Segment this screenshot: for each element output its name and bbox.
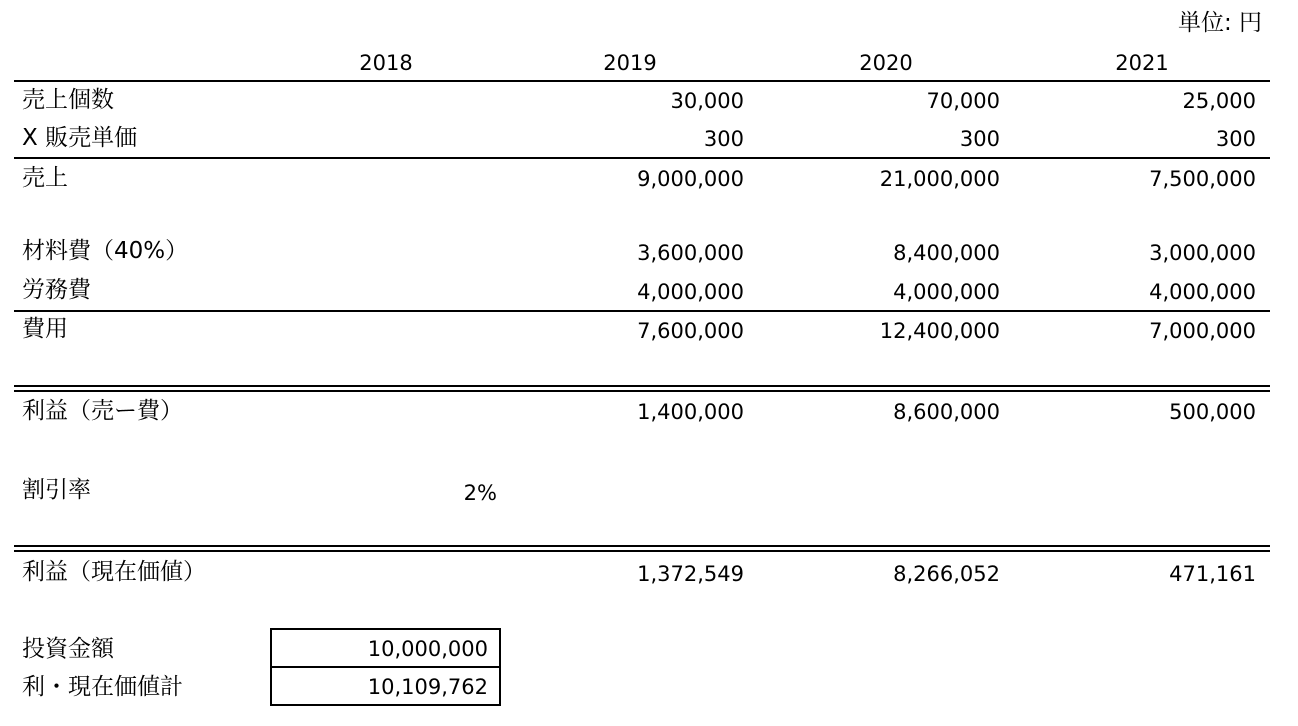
cell-unit-price-2019: 300 bbox=[703, 127, 744, 151]
cell-profit-2020: 8,600,000 bbox=[893, 400, 1000, 424]
row-label-profit: 利益（売ー費） bbox=[22, 398, 183, 424]
value-pv-total: 10,109,762 bbox=[367, 675, 488, 699]
year-header-2019: 2019 bbox=[603, 51, 657, 75]
profit-double-rule-top bbox=[14, 385, 1270, 387]
label-investment: 投資金額 bbox=[22, 636, 114, 662]
row-label-unit-price: X 販売単価 bbox=[22, 125, 138, 151]
cell-units-sold-2019: 30,000 bbox=[670, 89, 744, 113]
cell-labor-cost-2021: 4,000,000 bbox=[1149, 280, 1256, 304]
year-header-2020: 2020 bbox=[859, 51, 913, 75]
cell-sales-2020: 21,000,000 bbox=[879, 167, 1000, 191]
cell-profit-pv-2021: 471,161 bbox=[1169, 562, 1256, 586]
cell-sales-2019: 9,000,000 bbox=[637, 167, 744, 191]
cell-profit-2021: 500,000 bbox=[1169, 400, 1256, 424]
profit-double-rule-bottom bbox=[14, 390, 1270, 392]
cell-profit-pv-2019: 1,372,549 bbox=[637, 562, 744, 586]
cell-profit-2019: 1,400,000 bbox=[637, 400, 744, 424]
year-header-2018: 2018 bbox=[359, 51, 413, 75]
row-label-sales: 売上 bbox=[22, 165, 68, 191]
row-label-material-cost: 材料費（40%） bbox=[22, 238, 189, 264]
cell-expenses-2021: 7,000,000 bbox=[1149, 319, 1256, 343]
row-label-labor-cost: 労務費 bbox=[22, 277, 91, 303]
value-investment: 10,000,000 bbox=[367, 637, 488, 661]
label-pv-total: 利・現在価値計 bbox=[22, 674, 183, 700]
row-label-units-sold: 売上個数 bbox=[22, 87, 114, 113]
cell-labor-cost-2019: 4,000,000 bbox=[637, 280, 744, 304]
cell-labor-cost-2020: 4,000,000 bbox=[893, 280, 1000, 304]
cell-unit-price-2020: 300 bbox=[959, 127, 1000, 151]
expenses-rule bbox=[14, 310, 1270, 312]
row-label-discount-rate: 割引率 bbox=[22, 477, 91, 503]
cell-material-cost-2019: 3,600,000 bbox=[637, 241, 744, 265]
cell-material-cost-2020: 8,400,000 bbox=[893, 241, 1000, 265]
cell-expenses-2020: 12,400,000 bbox=[879, 319, 1000, 343]
pv-double-rule-bottom bbox=[14, 550, 1270, 552]
row-label-expenses: 費用 bbox=[22, 316, 68, 342]
cell-discount-rate: 2% bbox=[463, 481, 497, 505]
cell-units-sold-2021: 25,000 bbox=[1182, 89, 1256, 113]
cell-expenses-2019: 7,600,000 bbox=[637, 319, 744, 343]
unit-label: 単位: 円 bbox=[1177, 10, 1262, 36]
cell-units-sold-2020: 70,000 bbox=[926, 89, 1000, 113]
header-rule bbox=[14, 80, 1270, 82]
pv-double-rule-top bbox=[14, 545, 1270, 547]
sales-rule bbox=[14, 157, 1270, 159]
year-header-2021: 2021 bbox=[1115, 51, 1169, 75]
cell-material-cost-2021: 3,000,000 bbox=[1149, 241, 1256, 265]
cell-unit-price-2021: 300 bbox=[1215, 127, 1256, 151]
row-label-profit-pv: 利益（現在価値） bbox=[22, 559, 206, 585]
cell-sales-2021: 7,500,000 bbox=[1149, 167, 1256, 191]
cell-profit-pv-2020: 8,266,052 bbox=[893, 562, 1000, 586]
